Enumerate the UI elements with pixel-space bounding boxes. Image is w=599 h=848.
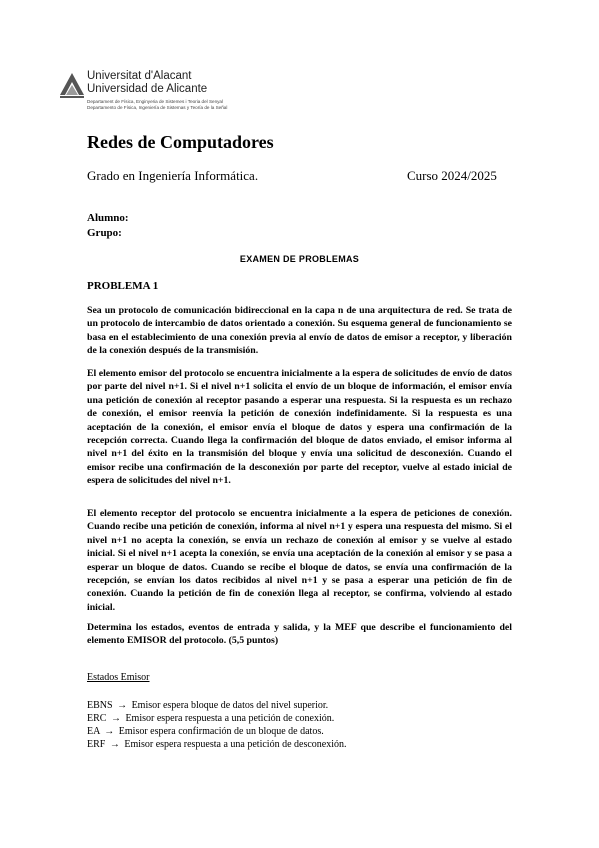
state-code: ERF: [87, 739, 106, 750]
university-name-ca: Universitat d'Alacant: [87, 70, 192, 82]
student-field-label: Alumno:: [87, 212, 129, 224]
problem-statement-sender: El elemento emisor del protocolo se encuentra inicialmente a la espera de solicitudes de envío de datos por parte del nivel n+1. Si el nivel n+1 solicita el envío de un bloque de información, el emisor envía una petición de conexión al receptor pasando a esperar una respuesta. Si la respuesta es un rechazo de conexión, el emisor reenvía la petición de conexión indefinidamente. Si la respuesta es una aceptación de la conexión, el emisor envía el bloque de datos y espera una confirmación de la recepción correcta. Cuando llega la confirmación del bloque de datos enviado, el emisor informa al nivel n+1 del éxito en la transmisión del bloque y envía una solicitud de desconexión. Cuando el emisor recibe una confirmación de la desconexión por parte del receptor, vuelve al estado inicial de espera de solicitudes del nivel n+1.: [87, 368, 512, 487]
arrow-right-icon: →: [109, 739, 120, 750]
document-title: Redes de Computadores: [87, 132, 274, 152]
group-field-label: Grupo:: [87, 227, 122, 239]
department-name-ca: Departament de Física, Enginyeria de Sistemes i Teoria del Senyal: [87, 99, 224, 104]
state-code: ERC: [87, 713, 107, 724]
problem-title: PROBLEMA 1: [87, 280, 159, 292]
problem-statement-receiver: El elemento receptor del protocolo se encuentra inicialmente a la espera de peticiones de conexión. Cuando recibe una petición de conexión, informa al nivel n+1 y espera una respuesta del mismo. Si el nivel n+1 no acepta la conexión, se envía un rechazo de conexión al emisor y se vuelve al estado inicial. Si el nivel n+1 acepta la conexión, se envía una aceptación de la conexión al emisor y se pasa a esperar un bloque de datos. Cuando se recibe el bloque de datos, se envía una confirmación de la recepción, se envían los datos recibidos al nivel n+1 y se pasa a esperar una petición de fin de conexión. Cuando la petición de fin de conexión llega al receptor, se confirma, volviendo al estado inicial.: [87, 508, 512, 613]
arrow-right-icon: →: [104, 726, 115, 737]
course-label: Curso 2024/2025: [407, 168, 497, 183]
arrow-right-icon: →: [117, 700, 128, 711]
department-name-es: Departamento de Física, Ingeniería de Sistemas y Teoría de la Señal: [87, 105, 228, 111]
degree-label: Grado en Ingeniería Informática.: [87, 168, 259, 183]
university-name: [87, 70, 207, 95]
university-header: [60, 70, 280, 120]
arrow-right-icon: →: [110, 713, 121, 724]
department-name: [87, 99, 227, 111]
state-code: EA: [87, 726, 100, 737]
state-code: EBNS: [87, 700, 113, 711]
university-name-es: Universidad de Alicante: [87, 82, 208, 95]
exam-title: EXAMEN DE PROBLEMAS: [239, 254, 360, 264]
list-item: [87, 725, 347, 738]
university-logo-icon: [60, 73, 84, 99]
state-description: Emisor espera bloque de datos del nivel superior.: [131, 700, 329, 711]
state-description: Emisor espera respuesta a una petición de conexión.: [125, 713, 335, 724]
state-description: Emisor espera confirmación de un bloque de datos.: [118, 726, 324, 737]
states-list: [87, 699, 347, 751]
problem-statement-intro: Sea un protocolo de comunicación bidireccional en la capa n de una arquitectura de red. Se trata de un protocolo de intercambio de datos orientado a conexión. Su esquema general de funcionamiento se basa en el establecimiento de una conexión previa al envío de datos de emisor a receptor, y liberación de la conexión después de la transmisión.: [87, 305, 512, 357]
problem-question: Determina los estados, eventos de entrada y salida, y la MEF que describe el funcionamiento del elemento EMISOR del protocolo. (5,5 puntos): [87, 622, 512, 647]
list-item: [87, 699, 347, 712]
state-description: Emisor espera respuesta a una petición de desconexión.: [124, 739, 347, 750]
list-item: [87, 712, 347, 725]
list-item: [87, 738, 347, 751]
states-heading: Estados Emisor: [87, 672, 150, 683]
